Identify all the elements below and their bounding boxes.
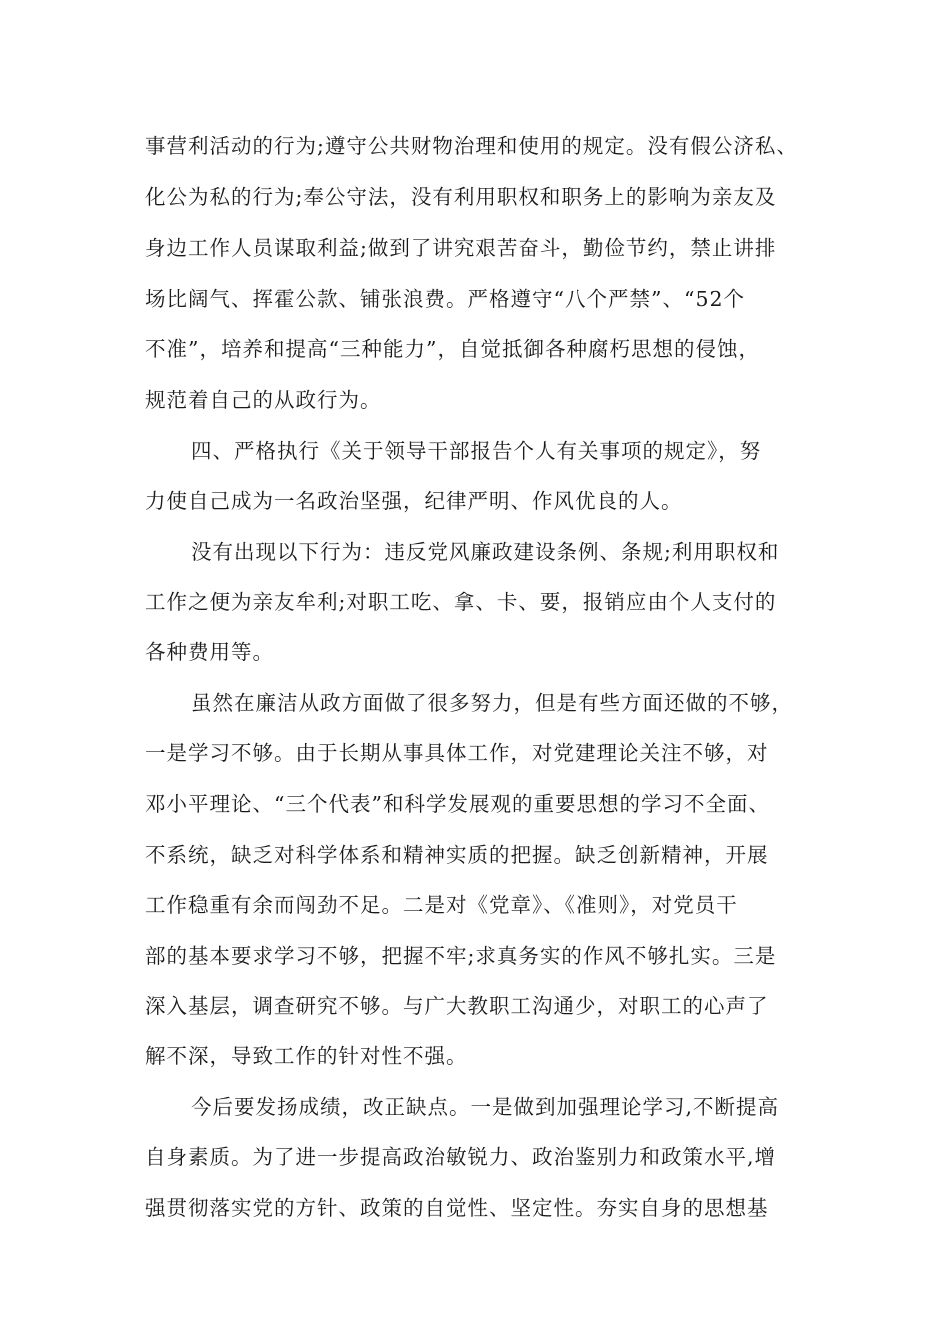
text-line: 场比阔气、挥霍公款、铺张浪费。严格遵守“八个严禁”、“52个 bbox=[145, 287, 746, 311]
text-line: 化公为私的行为;奉公守法，没有利用职权和职务上的影响为亲友及 bbox=[145, 185, 777, 209]
text-line: 深入基层，调查研究不够。与广大教职工沟通少，对职工的心声了 bbox=[145, 994, 769, 1018]
text-line: 不准”，培养和提高“三种能力”，自觉抵御各种腐朽思想的侵蚀， bbox=[145, 337, 760, 361]
text-line: 自身素质。为了进一步提高政治敏锐力、政治鉴别力和政策水平,增 bbox=[145, 1145, 777, 1169]
text-line: 力使自己成为一名政治坚强，纪律严明、作风优良的人。 bbox=[145, 489, 683, 513]
text-line: 身边工作人员谋取利益;做到了讲究艰苦奋斗，勤俭节约，禁止讲排 bbox=[145, 236, 777, 260]
text-line: 今后要发扬成绩，改正缺点。一是做到加强理论学习,不断提高 bbox=[191, 1095, 780, 1119]
text-line: 四、严格执行《关于领导干部报告个人有关事项的规定》，努 bbox=[191, 439, 762, 463]
text-line: 解不深，导致工作的针对性不强。 bbox=[145, 1044, 468, 1068]
text-line: 部的基本要求学习不够，把握不牢;求真务实的作风不够扎实。三是 bbox=[145, 944, 777, 968]
text-line: 没有出现以下行为：违反党风廉政建设条例、条规;利用职权和 bbox=[191, 540, 780, 564]
text-line: 工作稳重有余而闯劲不足。二是对《党章》、《准则》，对党员干 bbox=[145, 893, 738, 917]
text-line: 工作之便为亲友牟利;对职工吃、拿、卡、要，报销应由个人支付的 bbox=[145, 590, 777, 614]
text-line: 事营利活动的行为;遵守公共财物治理和使用的规定。没有假公济私、 bbox=[145, 134, 798, 158]
text-line: 一是学习不够。由于长期从事具体工作，对党建理论关注不够，对 bbox=[145, 741, 769, 765]
text-line: 规范着自己的从政行为。 bbox=[145, 388, 382, 412]
text-line: 虽然在廉洁从政方面做了很多努力，但是有些方面还做的不够， bbox=[191, 691, 793, 715]
text-line: 各种费用等。 bbox=[145, 640, 274, 664]
text-line: 不系统，缺乏对科学体系和精神实质的把握。缺乏创新精神，开展 bbox=[145, 843, 769, 867]
text-line: 强贯彻落实党的方针、政策的自觉性、坚定性。夯实自身的思想基 bbox=[145, 1196, 769, 1220]
text-line: 邓小平理论、“三个代表”和科学发展观的重要思想的学习不全面、 bbox=[145, 792, 770, 816]
